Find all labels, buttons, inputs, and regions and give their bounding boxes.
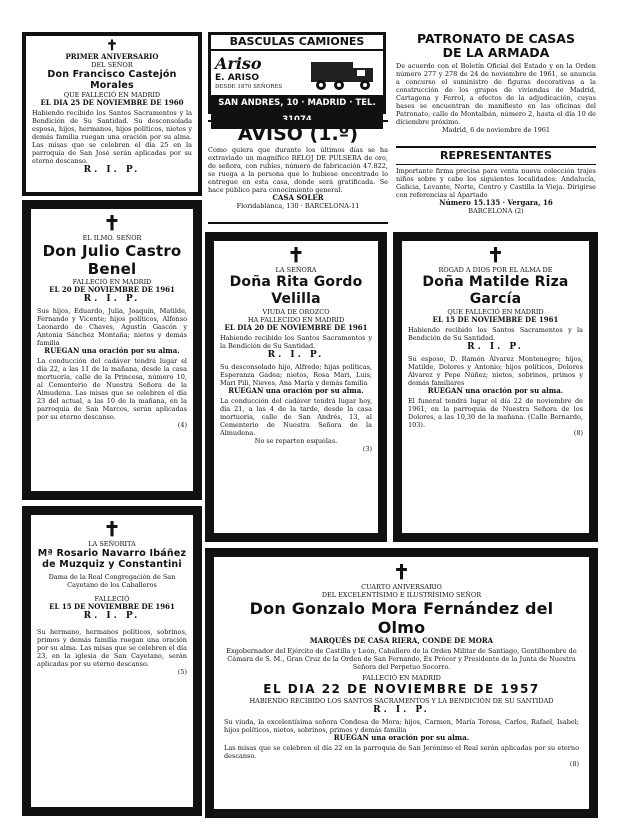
- fallecio: FALLECIÓ: [94, 595, 130, 603]
- sacraments: HABIENDO RECIBIDO LOS SANTOS SACRAMENTOS Y LA BENDICIÓN DE SU SANTIDAD: [249, 697, 554, 705]
- rip: R. I. P.: [267, 350, 325, 360]
- ad-address: SAN ANDRES, 10 · MADRID · TEL. 31074: [211, 95, 383, 129]
- obituary-navarro: [22, 506, 202, 816]
- detail: QUE FALLECIÓ EN MADRID: [63, 91, 161, 99]
- body: Su viuda, la excelentísima señora Condesa de Mora; hijos, Carmen, María Teresa, Carlos, Rafael, Isabel; hijos políticos, nietos, sobrinos, primos y demás familia: [224, 718, 579, 734]
- line1: DEL EXCELENTÍSIMO E ILUSTRÍSIMO SEÑOR: [321, 591, 482, 599]
- aviso-signature: CASA SOLER: [272, 193, 324, 202]
- representantes-ref: Número 15.135 · Vergara, 16: [439, 198, 553, 207]
- deceased-name: Don Julio Castro Benel: [42, 242, 182, 278]
- obituary-riza: [393, 232, 598, 542]
- representantes-body: Importante firma precisa para venta nueva colección trajes niños sobre y cabe los siguientes localidades: Andalucía, Galicia, Levante, Norte, Centro y Castilla la Vieja. Dirigirse con referencias al Apartado: [396, 167, 596, 199]
- ad-number: (3): [362, 445, 372, 453]
- aviso-address: Floridablanca, 130 · BARCELONA-11: [236, 202, 360, 210]
- fallecio: FALLECIÓ EN MADRID: [362, 674, 441, 682]
- aviso-title: AVISO (1.º): [237, 123, 359, 145]
- representantes: [396, 146, 596, 228]
- patronato-body: De acuerdo con el Boletín Oficial del Estado y en la Orden número 277 y 278 de 24 de noviembre de 1961, se anuncia a concurso el suministro de figuras decorativas a la construcción de los grupos de viviendas de Madrid, Cartagena y Ferrol, a efectos de la adjudicación, cuyas bases se encuentran de manifiesto en las oficinas del Patronato, calle de Montalbán, número 2, hasta el día 10 de diciembre próximo.: [396, 62, 596, 126]
- obituary-gordo: [205, 232, 387, 542]
- cross-icon: ✝: [106, 38, 118, 54]
- line1: ROGAD A DIOS POR EL ALMA DE: [438, 266, 553, 274]
- patronato-title1: PATRONATO DE CASAS: [417, 31, 575, 46]
- deceased-name: Don Gonzalo Mora Fernández del Olmo: [249, 599, 554, 637]
- rip: R. I. P.: [83, 165, 141, 175]
- deceased-name-1: Doña Matilde Riza: [422, 274, 569, 290]
- date: EL DIA 25 DE NOVIEMBRE DE 1960: [40, 98, 184, 107]
- ad-number: (5): [177, 668, 187, 676]
- deceased-name-2: García: [469, 291, 522, 307]
- line1: LA SEÑORITA: [88, 540, 136, 548]
- body2: Las misas que se celebren el día 22 en la parroquia de San Jerónimo el Real serán aplicadas por su eterno descanso.: [224, 744, 579, 760]
- body2: El funeral tendrá lugar el día 22 de noviembre de 1961, en la parroquia de Nuestra Señora de los Dolores, a las 10,30 de la mañana. (Calle Bernardo, 103).: [408, 397, 583, 429]
- ad-body: [211, 51, 383, 95]
- fallecio: QUE FALLECIÓ EN MADRID: [447, 308, 544, 316]
- footer: No se reparten esquelas.: [254, 437, 338, 445]
- heading: CUARTO ANIVERSARIO: [361, 583, 442, 591]
- deceased-name: Don Francisco Castejón Morales: [47, 69, 177, 91]
- ad-number: (4): [177, 421, 187, 429]
- ruegan: RUEGAN una oración por su alma.: [228, 386, 364, 395]
- ad-basculas: [208, 32, 386, 125]
- body: Sus hijos, Eduardo, Julia, Joaquín, Matilde, Fernando y Vicente; hijos políticos, Alfonso Leonardo de Chaves, Agustín Gascón y Antonia Sánchez Montaña; nietos y demás familia: [37, 307, 187, 347]
- ad-brand: E. ARISO: [215, 73, 260, 83]
- body: Su esposo, D. Ramón Álvarez Montenegro; hijos, Matilde, Dolores y Antonio; hijos políticos, Dolores Álvarez y Pepe Núñez; nietos, sobrinos, primos y demás familiares: [408, 355, 583, 387]
- detail: FALLECIÓ EN MADRID: [72, 278, 152, 286]
- date: EL DIA 22 DE NOVIEMBRE DE 1957: [263, 682, 540, 696]
- aviso: [208, 120, 388, 224]
- fallecio: HA FALLECIDO EN MADRID: [247, 316, 345, 324]
- line1: DEL SEÑOR: [91, 61, 133, 69]
- body2: La conducción del cadáver tendrá lugar hoy, día 21, a las 4 de la tarde, desde la casa mortuoria, calle de San Andrés, 13, al Cementerio de Nuestra Señora de la Almudena.: [220, 397, 372, 437]
- obituary-mora: [205, 548, 598, 818]
- ruegan: RUEGAN una oración por su alma.: [333, 733, 470, 742]
- ad-script: Ariso: [215, 54, 262, 73]
- noble-title: MARQUÉS DE CASA RIERA, CONDE DE MORA: [309, 636, 494, 645]
- truck-icon: [309, 54, 379, 92]
- body: Su desconsolado hijo, Alfredo; hijas políticas, Esperanza Gadea; nietos, Rosa Mari, Luis, Mari Pili, Nieves, Ana María y demás familia: [220, 363, 372, 387]
- detail: VIUDA DE OROZCO: [262, 308, 330, 316]
- body: Habiendo recibido los Santos Sacramentos y la Bendición de Su Santidad. Su desconsolada esposa, hijos, hermanos, hijos políticos, nietos y demás familia ruegan una oración por su alma. Las misas que se celebren el día 25 en la parroquia de San José serán aplicadas por su eterno descanso.: [32, 109, 192, 165]
- date: EL 15 DE NOVIEMBRE DE 1961: [432, 315, 559, 324]
- date: EL 20 DE NOVIEMBRE DE 1961: [49, 285, 175, 294]
- line1: EL ILMO. SEÑOR: [82, 234, 142, 242]
- cross-icon: ✝: [287, 243, 305, 267]
- ad-title: BASCULAS CAMIONES: [211, 35, 383, 51]
- rip: R. I. P.: [467, 342, 524, 352]
- representantes-city: BARCELONA (2): [468, 207, 524, 215]
- ruegan: RUEGAN una oración por su alma.: [44, 346, 180, 355]
- body: Su hermano, hermanos políticos, sobrinos, primos y demás familia ruegan una oración por su alma. Las misas que se celebren el día 23, en la iglesia de San Cayetano, serán aplicadas por su eterno descanso.: [37, 628, 187, 668]
- sacraments: Habiendo recibido los Santos Sacramentos y la Bendición de Su Santidad.: [408, 326, 583, 342]
- patronato-title2: DE LA ARMADA: [442, 45, 550, 60]
- patronato-date: Madrid, 6 de noviembre de 1961: [441, 126, 551, 134]
- ad-number: (8): [573, 429, 583, 437]
- cross-icon: ✝: [487, 243, 504, 267]
- deceased-name-1: Doña Rita Gordo: [229, 274, 363, 290]
- cross-icon: ✝: [393, 560, 410, 584]
- body2: La conducción del cadáver tendrá lugar el día 22, a las 11 de la mañana, desde la casa mortuoria, calle de la Princesa, número 10, al Cementerio de Nuestra Señora de la Almudena. Las misas que se celebren el día 23 del actual, a las 10 de la mañana, en la parroquia de San Marcos, serán aplicadas por su eterno descanso.: [37, 357, 187, 421]
- ad-sub: DESDE 1870 SEÑORES: [215, 84, 283, 90]
- cross-icon: ✝: [103, 517, 121, 541]
- date: EL 15 DE NOVIEMBRE DE 1961: [49, 602, 175, 611]
- rip: R. I. P.: [83, 294, 141, 304]
- representantes-title: REPRESENTANTES: [396, 148, 596, 165]
- patronato: [396, 32, 596, 144]
- obituary-castro: [22, 200, 202, 500]
- cross-icon: ✝: [103, 211, 121, 235]
- ad-number: (8): [569, 760, 579, 768]
- rip: R. I. P.: [83, 611, 141, 621]
- rip: R. I. P.: [373, 705, 430, 715]
- aviso-body: Como quiera que durante los últimos días se ha extraviado un magnífico RELOJ DE PULSERA de oro, de señora, con rubíes, número de fabricación 47.822, se ruega a la persona que lo hubiese encontrado lo entregue en esta casa, donde será gratificada. Se hace público para conocimiento general.: [208, 146, 388, 194]
- date: EL DIA 20 DE NOVIEMBRE DE 1961: [224, 323, 368, 332]
- obituary-castejon: [22, 32, 202, 196]
- detail: Dama de la Real Congregación de San Cayetano de los Caballeros: [48, 573, 176, 589]
- deceased-name: Mª Rosario Navarro Ibáñez de Muzquiz y Constantini: [37, 548, 187, 570]
- heading: PRIMER ANIVERSARIO: [65, 52, 159, 61]
- deceased-name-2: Velilla: [271, 291, 321, 307]
- line1: LA SEÑORA: [275, 266, 317, 274]
- sacraments: Habiendo recibido los Santos Sacramentos y la Bendición de Su Santidad.: [220, 334, 372, 350]
- ruegan: RUEGAN una oración por su alma.: [427, 386, 564, 395]
- titles: Exgobernador del Ejército de Castilla y León, Caballero de la Orden Militar de Santiago, Gentilhombre de Cámara de S. M., Gran Cruz de la Orden de San Fernando, Ex Prócer y Presidente de la Junta de Nuestra Señora del Perpetuo Socorro.: [226, 647, 577, 671]
